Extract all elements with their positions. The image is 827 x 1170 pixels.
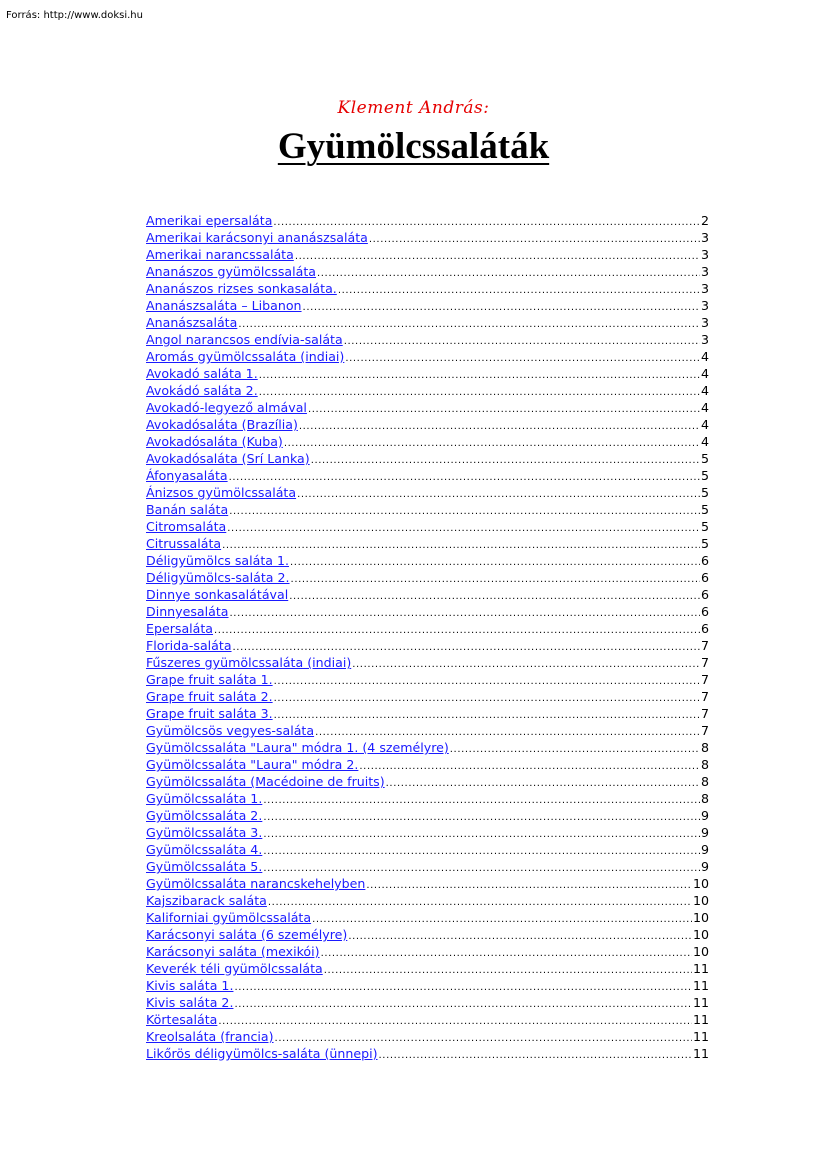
toc-link[interactable]: Gyümölcsös vegyes-saláta — [146, 723, 315, 738]
dot-leader — [259, 384, 700, 399]
toc-page-number: 9 — [700, 842, 709, 857]
toc-page-number: 6 — [700, 604, 709, 619]
dot-leader — [222, 537, 700, 552]
toc-page-number: 4 — [700, 349, 709, 364]
toc-link[interactable]: Gyümölcssaláta 3. — [146, 825, 263, 840]
author-name: Klement András: — [337, 98, 490, 118]
toc-entry — [146, 807, 709, 824]
toc-page-number: 6 — [700, 587, 709, 602]
dot-leader — [263, 860, 700, 875]
dot-leader — [369, 231, 700, 246]
toc-entry — [146, 637, 709, 654]
toc-entry — [146, 518, 709, 535]
toc-entry — [146, 382, 709, 399]
dot-leader — [274, 707, 700, 722]
dot-leader — [359, 758, 700, 773]
toc-page-number: 3 — [700, 315, 709, 330]
toc-link[interactable]: Ananászsaláta – Libanon — [146, 298, 302, 313]
toc-page-number: 6 — [700, 621, 709, 636]
toc-entry — [146, 331, 709, 348]
dot-leader — [227, 520, 700, 535]
toc-link[interactable]: Avokádó saláta 2. — [146, 383, 258, 398]
toc-page-number: 11 — [692, 978, 709, 993]
dot-leader — [290, 554, 700, 569]
dot-leader — [274, 673, 700, 688]
toc-link[interactable]: Karácsonyi saláta (6 személyre) — [146, 927, 348, 942]
toc-page-number: 8 — [700, 791, 709, 806]
toc-page-number: 7 — [700, 638, 709, 653]
table-of-contents — [146, 212, 709, 1062]
toc-page-number: 11 — [692, 1029, 709, 1044]
dot-leader — [230, 605, 700, 620]
dot-leader — [386, 775, 700, 790]
dot-leader — [273, 214, 700, 229]
dot-leader — [311, 452, 700, 467]
dot-leader — [344, 333, 700, 348]
dot-leader — [263, 809, 700, 824]
toc-link[interactable]: Epersaláta — [146, 621, 214, 636]
dot-leader — [214, 622, 700, 637]
dot-leader — [263, 792, 700, 807]
toc-entry — [146, 246, 709, 263]
toc-entry — [146, 909, 709, 926]
toc-page-number: 11 — [692, 995, 709, 1010]
toc-page-number: 4 — [700, 383, 709, 398]
toc-entry — [146, 569, 709, 586]
toc-entry — [146, 773, 709, 790]
toc-entry — [146, 977, 709, 994]
toc-link[interactable]: Citrussaláta — [146, 536, 222, 551]
toc-page-number: 11 — [692, 1012, 709, 1027]
toc-link[interactable]: Gyümölcssaláta 5. — [146, 859, 263, 874]
dot-leader — [275, 1030, 692, 1045]
toc-link[interactable]: Gyümölcssaláta 1. — [146, 791, 263, 806]
toc-page-number: 7 — [700, 706, 709, 721]
toc-entry — [146, 875, 709, 892]
toc-link[interactable]: Gyümölcssaláta narancskehelyben — [146, 876, 366, 891]
toc-entry — [146, 1028, 709, 1045]
toc-entry — [146, 484, 709, 501]
toc-page-number: 9 — [700, 808, 709, 823]
toc-entry — [146, 280, 709, 297]
toc-page-number: 2 — [700, 213, 709, 228]
toc-link[interactable]: Angol narancsos endívia-saláta — [146, 332, 343, 347]
toc-entry — [146, 688, 709, 705]
toc-entry — [146, 960, 709, 977]
toc-link[interactable]: Banán saláta — [146, 502, 229, 517]
toc-page-number: 9 — [700, 859, 709, 874]
toc-entry — [146, 212, 709, 229]
toc-link[interactable]: Amerikai epersaláta — [146, 213, 273, 228]
toc-link[interactable]: Karácsonyi saláta (mexikói) — [146, 944, 320, 959]
toc-entry — [146, 994, 709, 1011]
dot-leader — [299, 418, 700, 433]
toc-page-number: 3 — [700, 247, 709, 262]
toc-link[interactable]: Gyümölcssaláta "Laura" módra 2. — [146, 757, 359, 772]
dot-leader — [312, 911, 692, 926]
toc-link[interactable]: Kivis saláta 1. — [146, 978, 234, 993]
toc-page-number: 7 — [700, 655, 709, 670]
toc-page-number: 9 — [700, 825, 709, 840]
toc-link[interactable]: Áfonyasaláta — [146, 468, 228, 483]
toc-link[interactable]: Grape fruit saláta 1. — [146, 672, 273, 687]
toc-page-number: 10 — [692, 876, 709, 891]
toc-entry — [146, 314, 709, 331]
dot-leader — [268, 894, 692, 909]
toc-link[interactable]: Avokadósaláta (Kuba) — [146, 434, 283, 449]
toc-link[interactable]: Keverék téli gyümölcssaláta — [146, 961, 323, 976]
dot-leader — [366, 877, 692, 892]
dot-leader — [234, 996, 692, 1011]
toc-entry — [146, 858, 709, 875]
toc-page-number: 4 — [700, 366, 709, 381]
toc-page-number: 10 — [692, 893, 709, 908]
toc-page-number: 6 — [700, 570, 709, 585]
toc-link[interactable]: Grape fruit saláta 2. — [146, 689, 273, 704]
toc-entry — [146, 926, 709, 943]
toc-entry — [146, 705, 709, 722]
dot-leader — [218, 1013, 692, 1028]
toc-entry — [146, 654, 709, 671]
toc-link[interactable]: Déligyümölcs saláta 1. — [146, 553, 290, 568]
toc-link[interactable]: Likőrös déligyümölcs-saláta (ünnepi) — [146, 1046, 378, 1061]
toc-link[interactable]: Avokadó saláta 1. — [146, 366, 258, 381]
toc-page-number: 7 — [700, 689, 709, 704]
toc-link[interactable]: Ánizsos gyümölcssaláta — [146, 485, 297, 500]
toc-entry — [146, 399, 709, 416]
toc-page-number: 8 — [700, 774, 709, 789]
dot-leader — [338, 282, 700, 297]
dot-leader — [379, 1047, 692, 1062]
toc-entry — [146, 365, 709, 382]
toc-entry — [146, 739, 709, 756]
dot-leader — [450, 741, 700, 756]
dot-leader — [263, 826, 700, 841]
toc-page-number: 11 — [692, 961, 709, 976]
dot-leader — [308, 401, 700, 416]
dot-leader — [229, 503, 700, 518]
toc-page-number: 5 — [700, 536, 709, 551]
dot-leader — [348, 928, 692, 943]
toc-entry — [146, 586, 709, 603]
toc-page-number: 7 — [700, 723, 709, 738]
toc-entry — [146, 943, 709, 960]
dot-leader — [289, 588, 700, 603]
toc-page-number: 4 — [700, 400, 709, 415]
toc-entry — [146, 790, 709, 807]
toc-link[interactable]: Grape fruit saláta 3. — [146, 706, 273, 721]
toc-link[interactable]: Kreolsaláta (francia) — [146, 1029, 274, 1044]
dot-leader — [274, 690, 700, 705]
toc-link[interactable]: Gyümölcssaláta (Macédoine de fruits) — [146, 774, 385, 789]
toc-link[interactable]: Körtesaláta — [146, 1012, 218, 1027]
dot-leader — [295, 248, 700, 263]
toc-link[interactable]: Ananászos gyümölcssaláta — [146, 264, 316, 279]
toc-page-number: 6 — [700, 553, 709, 568]
toc-link[interactable]: Dinnye sonkasalátával — [146, 587, 289, 602]
dot-leader — [317, 265, 700, 280]
toc-page-number: 3 — [700, 281, 709, 296]
toc-page-number: 10 — [692, 927, 709, 942]
toc-entry — [146, 467, 709, 484]
toc-entry — [146, 1045, 709, 1062]
toc-link[interactable]: Avokadó-legyező almával — [146, 400, 307, 415]
dot-leader — [234, 979, 692, 994]
dot-leader — [345, 350, 700, 365]
toc-entry — [146, 348, 709, 365]
toc-link[interactable]: Avokadósaláta (Brazília) — [146, 417, 298, 432]
toc-page-number: 10 — [692, 944, 709, 959]
toc-entry — [146, 671, 709, 688]
dot-leader — [352, 656, 700, 671]
dot-leader — [297, 486, 700, 501]
toc-page-number: 5 — [700, 468, 709, 483]
toc-entry — [146, 229, 709, 246]
toc-entry — [146, 501, 709, 518]
toc-page-number: 3 — [700, 264, 709, 279]
toc-page-number: 5 — [700, 451, 709, 466]
toc-link[interactable]: Kivis saláta 2. — [146, 995, 234, 1010]
document-title — [0, 126, 827, 168]
dot-leader — [324, 962, 692, 977]
toc-entry — [146, 535, 709, 552]
toc-link[interactable]: Gyümölcssaláta 2. — [146, 808, 263, 823]
dot-leader — [229, 469, 700, 484]
toc-page-number: 10 — [692, 910, 709, 925]
toc-page-number: 8 — [700, 740, 709, 755]
toc-page-number: 5 — [700, 519, 709, 534]
toc-page-number: 4 — [700, 434, 709, 449]
source-line: Forrás: http://www.doksi.hu — [6, 10, 143, 21]
dot-leader — [284, 435, 700, 450]
toc-page-number: 3 — [700, 298, 709, 313]
dot-leader — [321, 945, 692, 960]
toc-link[interactable]: Ananászsaláta — [146, 315, 238, 330]
toc-link[interactable]: Amerikai narancssaláta — [146, 247, 294, 262]
toc-link[interactable]: Ananászos rizses sonkasaláta. — [146, 281, 337, 296]
toc-page-number: 11 — [692, 1046, 709, 1061]
toc-entry — [146, 433, 709, 450]
toc-page-number: 3 — [700, 230, 709, 245]
dot-leader — [259, 367, 700, 382]
toc-page-number: 5 — [700, 485, 709, 500]
toc-entry — [146, 824, 709, 841]
toc-entry — [146, 722, 709, 739]
toc-page-number: 4 — [700, 417, 709, 432]
toc-entry — [146, 416, 709, 433]
dot-leader — [315, 724, 700, 739]
dot-leader — [238, 316, 700, 331]
toc-link[interactable]: Gyümölcssaláta "Laura" módra 1. (4 személyre) — [146, 740, 449, 755]
toc-page-number: 7 — [700, 672, 709, 687]
toc-entry — [146, 756, 709, 773]
toc-link[interactable]: Kajszibarack saláta — [146, 893, 267, 908]
toc-entry — [146, 450, 709, 467]
toc-entry — [146, 1011, 709, 1028]
toc-entry — [146, 892, 709, 909]
dot-leader — [233, 639, 700, 654]
toc-page-number: 8 — [700, 757, 709, 772]
dot-leader — [291, 571, 700, 586]
toc-link[interactable]: Aromás gyümölcssaláta (indiai) — [146, 349, 345, 364]
toc-link[interactable]: Amerikai karácsonyi ananászsaláta — [146, 230, 368, 245]
toc-page-number: 3 — [700, 332, 709, 347]
toc-page-number: 5 — [700, 502, 709, 517]
toc-link[interactable]: Avokadósaláta (Srí Lanka) — [146, 451, 310, 466]
document-title-text: Gyümölcssaláták — [277, 126, 550, 167]
toc-link[interactable]: Citromsaláta — [146, 519, 227, 534]
toc-entry — [146, 620, 709, 637]
toc-entry — [146, 297, 709, 314]
dot-leader — [263, 843, 700, 858]
toc-entry — [146, 263, 709, 280]
toc-link[interactable]: Dinnyesaláta — [146, 604, 229, 619]
dot-leader — [303, 299, 700, 314]
toc-entry — [146, 603, 709, 620]
toc-link[interactable]: Fűszeres gyümölcssaláta (indiai) — [146, 655, 352, 670]
toc-link[interactable]: Déligyümölcs-saláta 2. — [146, 570, 290, 585]
toc-link[interactable]: Florida-saláta — [146, 638, 232, 653]
toc-link[interactable]: Gyümölcssaláta 4. — [146, 842, 263, 857]
toc-entry — [146, 841, 709, 858]
toc-link[interactable]: Kaliforniai gyümölcssaláta — [146, 910, 312, 925]
toc-entry — [146, 552, 709, 569]
